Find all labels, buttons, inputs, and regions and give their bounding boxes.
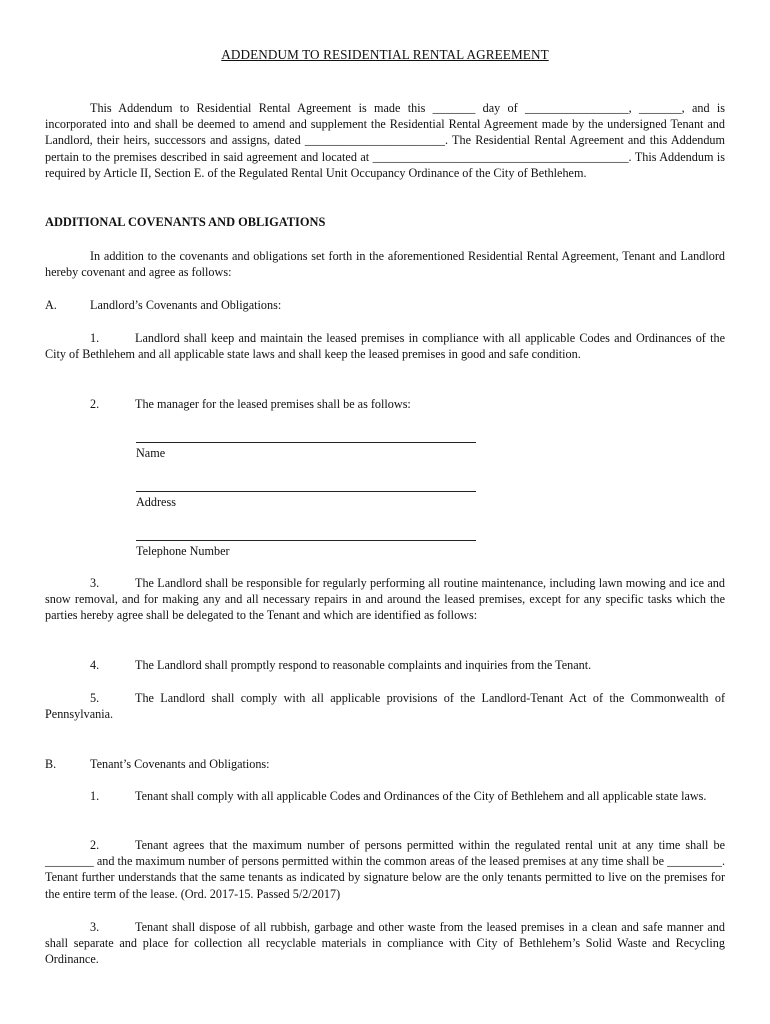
section-b-item-2: [45, 837, 725, 902]
section-a-title: Landlord’s Covenants and Obligations:: [90, 298, 282, 312]
item-text: The manager for the leased premises shall be as follows:: [135, 397, 411, 411]
item-number: 1.: [90, 789, 100, 803]
telephone-blank-line[interactable]: [136, 527, 476, 541]
section-a-item-2: [45, 396, 725, 412]
section-a-heading: [45, 297, 725, 313]
item-number: 2.: [90, 838, 100, 852]
item-number: 3.: [90, 920, 100, 934]
name-label: Name: [136, 446, 166, 460]
item-number: 1.: [90, 331, 100, 345]
section-a-item-4: [45, 657, 725, 673]
section-a-item-5: [45, 690, 725, 722]
item-number: 3.: [90, 576, 100, 590]
item-number: 4.: [90, 658, 100, 672]
item-number: 2.: [90, 397, 100, 411]
item-text: Tenant agrees that the maximum number of persons permitted within the regulated rental unit at any time shall be ________ and the maximum number of persons permitted within the common areas of the leased premises at any time shall be _________. Tenant further understands that the same tenants as indicated by signature below are the only tenants permitted to live on the premises for the entire term of the lease. (Ord. 2017-15. Passed 5/2/2017): [45, 838, 725, 901]
address-label: Address: [136, 495, 176, 509]
section-a-letter: A.: [45, 298, 57, 312]
name-blank-line[interactable]: [136, 429, 476, 443]
manager-name-field[interactable]: [136, 429, 476, 460]
item-text: Landlord shall keep and maintain the leased premises in compliance with all applicable Codes and Ordinances of the City of Bethlehem and all applicable state laws and shall keep the leased premises in good and safe condition.: [45, 331, 725, 362]
covenants-heading: ADDITIONAL COVENANTS AND OBLIGATIONS: [45, 215, 326, 229]
item-text: Tenant shall comply with all applicable Codes and Ordinances of the City of Bethlehem and all applicable state laws.: [135, 789, 707, 803]
section-a-item-3: [45, 575, 725, 624]
section-b-item-1: [45, 788, 725, 804]
manager-address-field[interactable]: [136, 478, 476, 509]
section-b-item-3: [45, 919, 725, 968]
item-text: Tenant shall dispose of all rubbish, garbage and other waste from the leased premises in a clean and safe manner and shall separate and place for collection all recyclable materials in compliance with City of Bethlehem’s Solid Waste and Recycling Ordinance.: [45, 920, 725, 967]
item-text: The Landlord shall be responsible for regularly performing all routine maintenance, including lawn mowing and ice and snow removal, and for making any and all necessary repairs in and around the leased premises, except for any specific tasks which the parties hereby agree shall be delegated to the Tenant and which are identified as follows:: [45, 576, 725, 623]
section-a-item-1: [45, 330, 725, 362]
section-b-heading: [45, 756, 725, 772]
intro-paragraph: This Addendum to Residential Rental Agreement is made this _______ day of _________________, _______, and is incorporated into and shall be deemed to amend and supplement the Residential Rental Agreement made by the undersigned Tenant and Landlord, their heirs, successors and assigns, dated _______________________. The Residential Rental Agreement and this Addendum pertain to the premises described in said agreement and located at __________________________________________. This Addendum is required by Article II, Section E. of the Regulated Rental Unit Occupancy Ordinance of the City of Bethlehem.: [45, 101, 725, 180]
address-blank-line[interactable]: [136, 478, 476, 492]
covenants-intro: In addition to the covenants and obligations set forth in the aforementioned Residential Rental Agreement, Tenant and Landlord hereby covenant and agree as follows:: [45, 249, 725, 280]
item-text: The Landlord shall promptly respond to reasonable complaints and inquiries from the Tenant.: [135, 658, 592, 672]
item-text: The Landlord shall comply with all applicable provisions of the Landlord-Tenant Act of the Commonwealth of Pennsylvania.: [45, 691, 725, 722]
manager-telephone-field[interactable]: [136, 527, 476, 558]
telephone-label: Telephone Number: [136, 544, 230, 558]
section-b-letter: B.: [45, 757, 57, 771]
document-title: ADDENDUM TO RESIDENTIAL RENTAL AGREEMENT: [221, 47, 549, 62]
section-b-title: Tenant’s Covenants and Obligations:: [90, 757, 270, 771]
item-number: 5.: [90, 691, 100, 705]
